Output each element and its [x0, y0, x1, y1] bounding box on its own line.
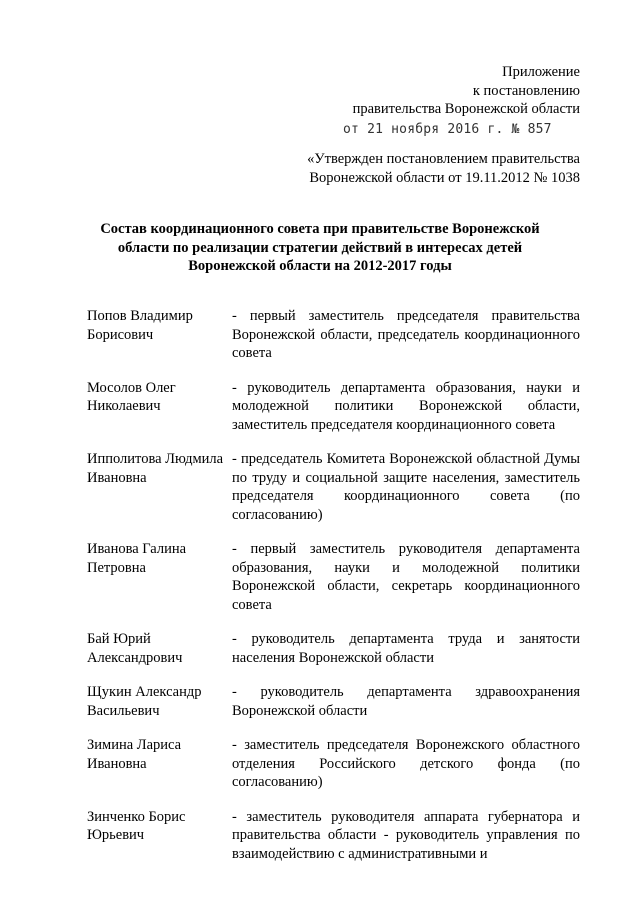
- member-name-line-2: Васильевич: [87, 702, 160, 719]
- appendix-line-3: правительства Воронежской области: [352, 101, 580, 117]
- member-name: [87, 450, 232, 524]
- title-line-1: Состав координационного совета при правительстве Воронежской: [100, 221, 540, 237]
- member-role: - первый заместитель председателя правительства Воронежской области, председатель координационного совета: [232, 308, 580, 361]
- appendix-line-1: Приложение: [502, 64, 580, 80]
- member-entry: [87, 379, 580, 435]
- member-name: [87, 736, 232, 792]
- member-name: [87, 630, 232, 667]
- member-role: - первый заместитель руководителя департамента образования, науки и молодежной политики Воронежской области, секретарь координационного совета: [232, 541, 580, 613]
- member-role: - заместитель руководителя аппарата губернатора и правительства области - руководитель управления по взаимодействию с административными и: [232, 808, 580, 862]
- member-entry: [87, 683, 580, 720]
- member-name-line-2: Ивановна: [87, 469, 147, 486]
- member-name-line-2: Юрьевич: [87, 827, 145, 843]
- member-name: [87, 683, 232, 720]
- member-name-line-2: Борисович: [87, 326, 154, 343]
- registration-stamp: от 21 ноября 2016 г. № 857: [343, 122, 552, 137]
- approval-line-1: «Утвержден постановлением правительства: [307, 151, 580, 167]
- member-name-line-1: Бай Юрий: [87, 631, 151, 647]
- member-name-line-1: Иванова Галина: [87, 541, 187, 557]
- member-role: - руководитель департамента образования, науки и молодежной политики Воронежской области, заместитель председателя координационного совета: [232, 379, 580, 433]
- member-name-line-2: Николаевич: [87, 398, 161, 414]
- member-entry: [87, 736, 580, 792]
- member-role: - руководитель департамента труда и занятости населения Воронежской области: [232, 631, 580, 666]
- member-entry: [87, 540, 580, 614]
- member-role: - председатель Комитета Воронежской областной Думы по труду и социальной защите населения, заместитель председателя координационного совета (по согласованию): [232, 451, 580, 523]
- member-name: [87, 808, 232, 864]
- member-entry: [87, 808, 580, 864]
- member-name-line-1: Зимина Лариса: [87, 737, 182, 753]
- title-line-2: области по реализации стратегии действий в интересах детей: [117, 239, 523, 256]
- member-name-line-2: Александрович: [87, 649, 183, 666]
- title-line-3: Воронежской области на 2012-2017 годы: [188, 258, 452, 274]
- member-name: [87, 540, 232, 614]
- member-name-line-2: Ивановна: [87, 755, 147, 772]
- member-entry: [87, 630, 580, 667]
- member-name-line-1: Мосолов Олег: [87, 379, 176, 396]
- approval-note: [307, 150, 580, 187]
- document-title: [60, 220, 580, 276]
- member-entry: [87, 307, 580, 363]
- appendix-line-2: к постановлению: [472, 82, 580, 99]
- approval-line-2: Воронежской области от 19.11.2012 № 1038: [309, 169, 580, 186]
- member-name-line-2: Петровна: [87, 559, 146, 576]
- member-entry: [87, 450, 580, 524]
- member-role: - заместитель председателя Воронежского областного отделения Российского детского фонда (по согласованию): [232, 737, 580, 790]
- member-name: [87, 307, 232, 363]
- member-name-line-1: Ипполитова Людмила: [87, 451, 224, 467]
- appendix-header: [353, 63, 580, 119]
- members-list: [87, 307, 580, 879]
- member-role: - руководитель департамента здравоохранения Воронежской области: [232, 684, 580, 719]
- member-name-line-1: Зинченко Борис: [87, 808, 186, 825]
- member-name-line-1: Щукин Александр: [87, 684, 202, 700]
- member-name-line-1: Попов Владимир: [87, 308, 193, 324]
- member-name: [87, 379, 232, 435]
